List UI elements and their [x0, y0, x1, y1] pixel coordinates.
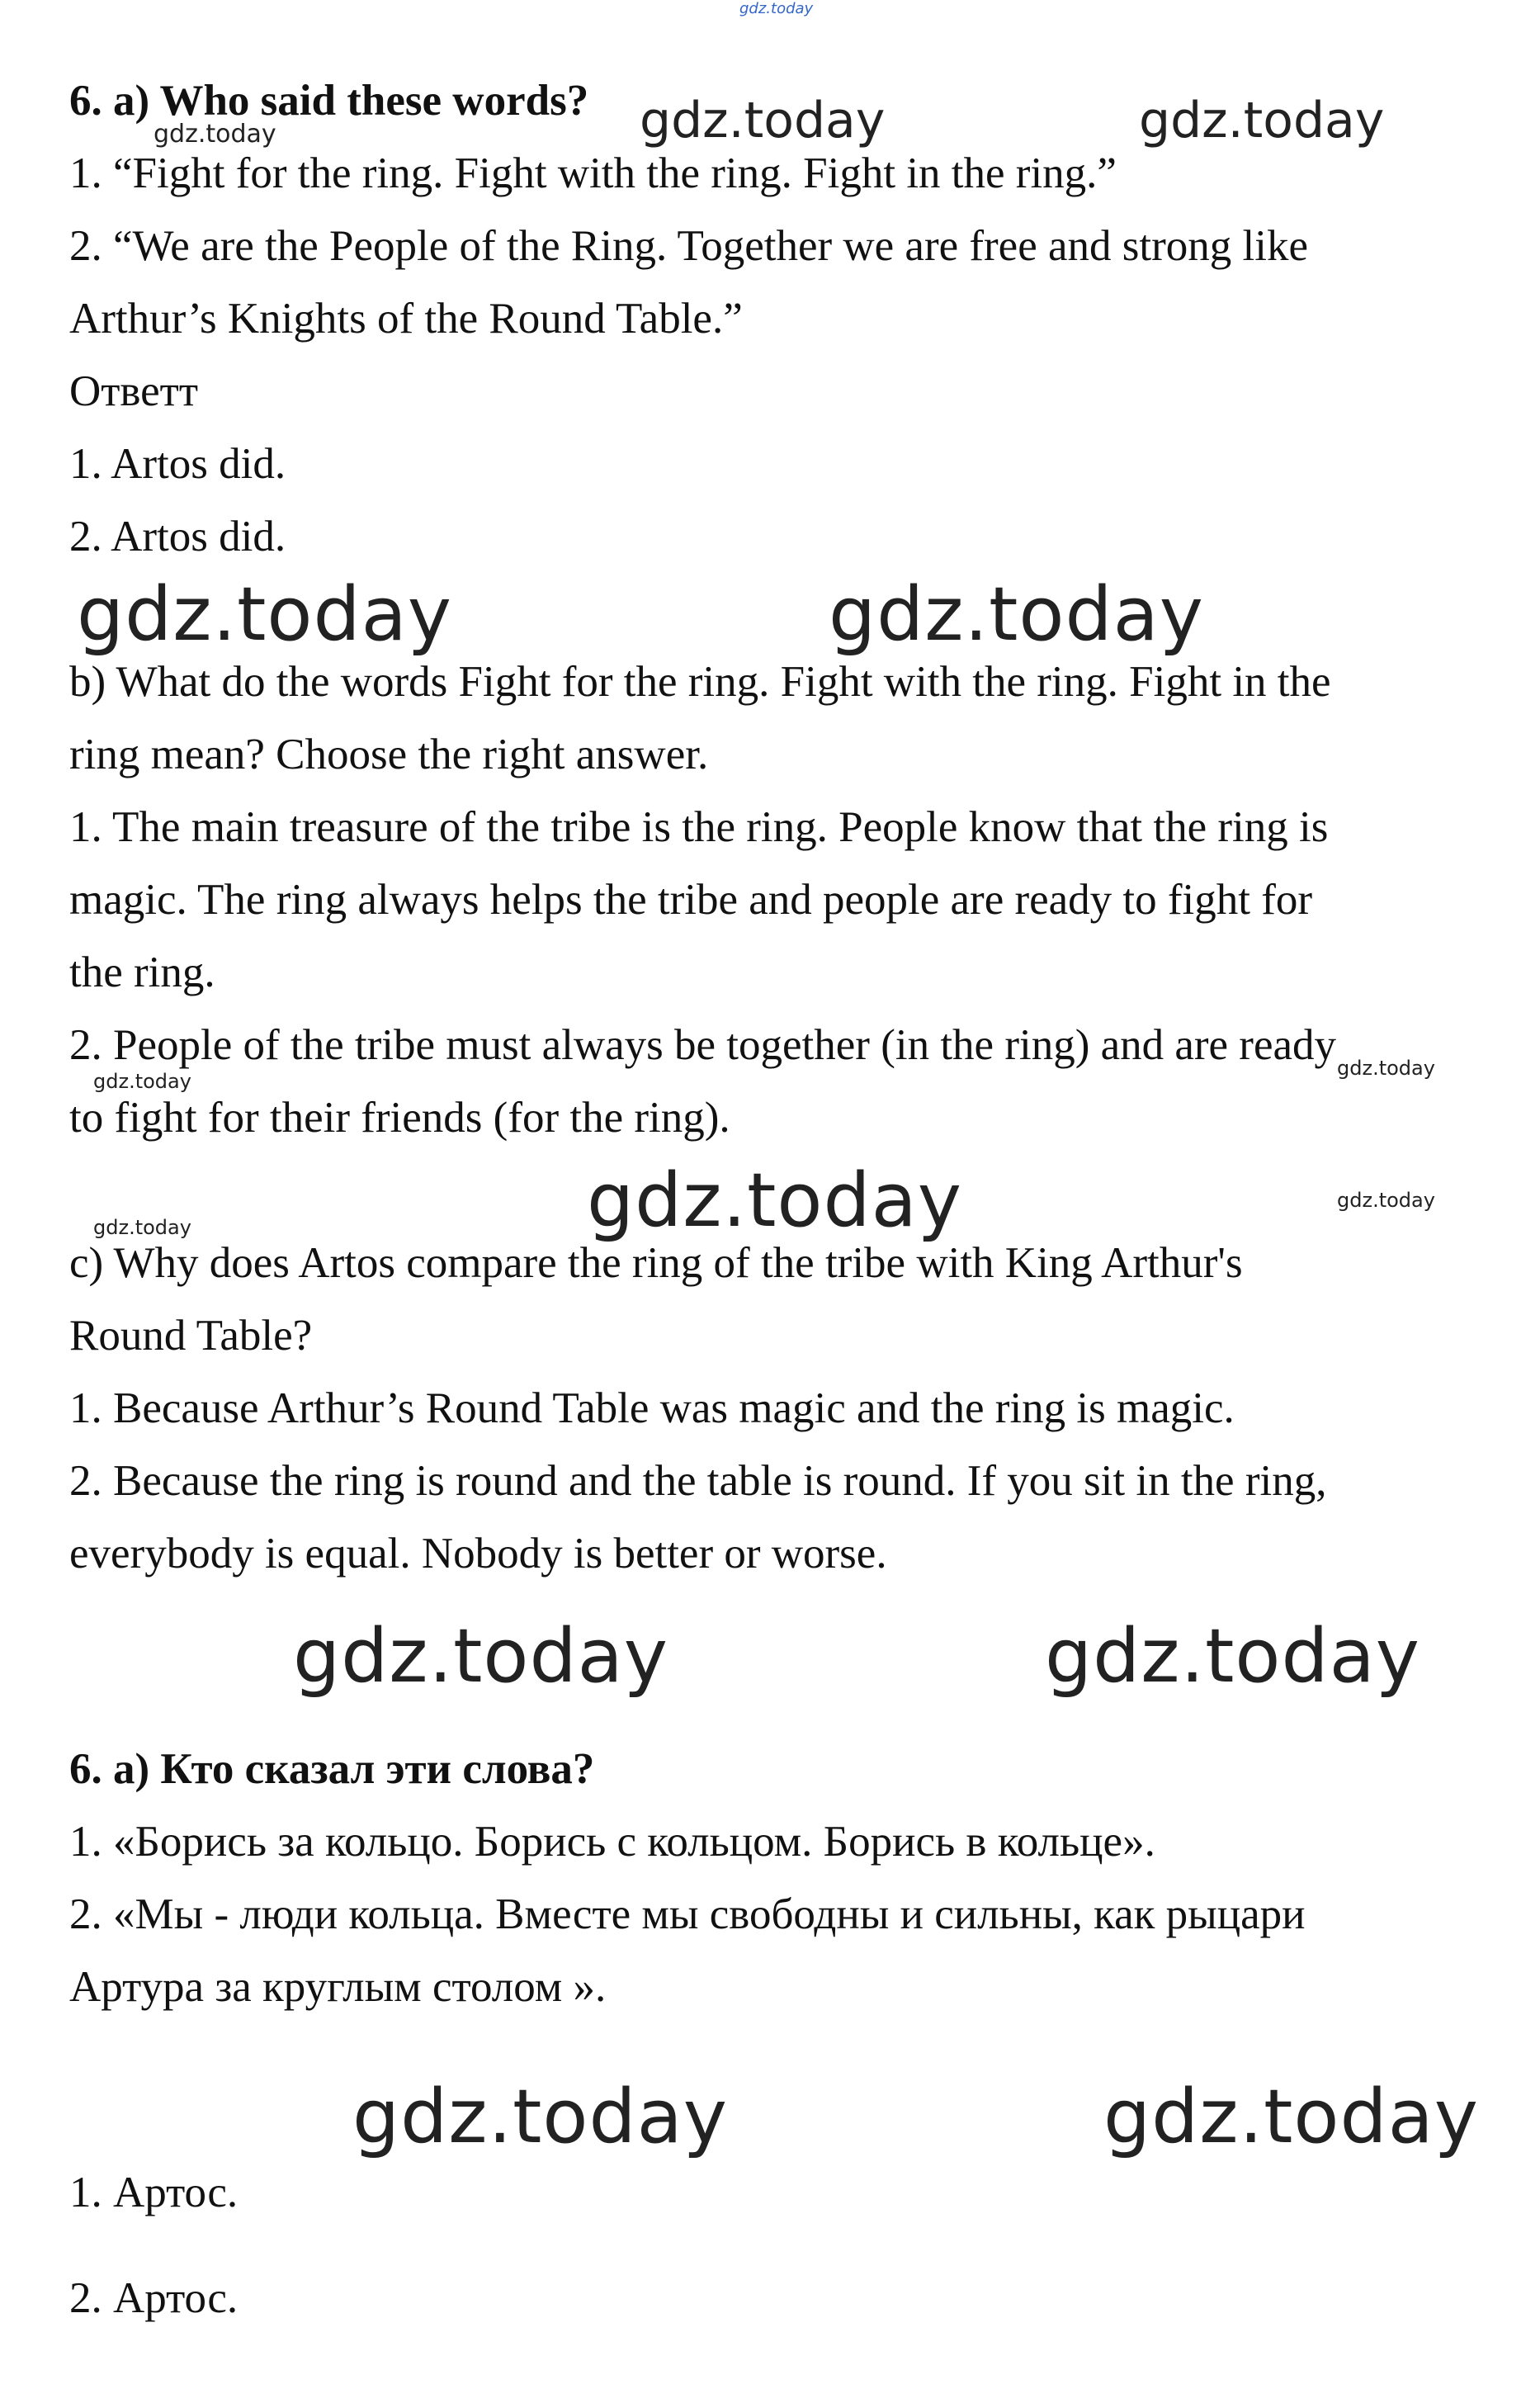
part-b-question-line-2: ring mean? Choose the right answer.: [69, 731, 709, 778]
watermark: gdz.today: [1337, 1057, 1435, 1080]
section-en-answer-2: 2. Artos did.: [69, 513, 286, 561]
section-en-answer-1: 1. Artos did.: [69, 440, 286, 488]
watermark: gdz.today: [587, 1157, 963, 1244]
watermark: gdz.today: [293, 1613, 669, 1700]
part-c-option-1: 1. Because Arthur’s Round Table was magic and the ring is magic.: [69, 1384, 1235, 1432]
watermark: gdz.today: [640, 92, 886, 149]
section-en-quote-1: 1. “Fight for the ring. Fight with the ring. Fight in the ring.”: [69, 149, 1117, 197]
part-c-option-2-line-2: everybody is equal. Nobody is better or worse.: [69, 1530, 887, 1578]
watermark: gdz.today: [1045, 1613, 1421, 1700]
part-b-option-2-line-1: 2. People of the tribe must always be together (in the ring) and are ready: [69, 1021, 1337, 1069]
section-en-answer-heading: Ответт: [69, 367, 198, 415]
watermark: gdz.today: [154, 120, 276, 149]
part-c-question-line-2: Round Table?: [69, 1312, 313, 1360]
part-b-option-1-line-2: magic. The ring always helps the tribe and people are ready to fight for: [69, 876, 1313, 924]
watermark: gdz.today: [93, 1070, 191, 1093]
part-b-option-1-line-1: 1. The main treasure of the tribe is the ring. People know that the ring is: [69, 803, 1329, 851]
section-ru-title: 6. а) Кто сказал эти слова?: [69, 1745, 595, 1793]
section-en-title: 6. a) Who said these words?: [69, 77, 589, 125]
part-b-question-line-1: b) What do the words Fight for the ring. Fight with the ring. Fight in the: [69, 658, 1331, 706]
watermark: gdz.today: [1139, 92, 1385, 149]
section-ru-answer-2: 2. Артос.: [69, 2274, 239, 2322]
watermark: gdz.today: [93, 1216, 191, 1239]
section-en-quote-2-line-1: 2. “We are the People of the Ring. Together we are free and strong like: [69, 222, 1308, 270]
section-ru-answer-1: 1. Артос.: [69, 2169, 239, 2216]
watermark: gdz.today: [77, 571, 453, 658]
watermark: gdz.today: [1337, 1189, 1435, 1212]
section-ru-quote-2-line-2: Артура за круглым столом ».: [69, 1963, 607, 2011]
watermark: gdz.today: [829, 571, 1205, 658]
watermark: gdz.today: [352, 2074, 729, 2160]
part-b-option-1-line-3: the ring.: [69, 948, 215, 996]
part-c-question-line-1: c) Why does Artos compare the ring of the tribe with King Arthur's: [69, 1239, 1243, 1287]
section-ru-quote-2-line-1: 2. «Мы - люди кольца. Вместе мы свободны и сильны, как рыцари: [69, 1890, 1306, 1938]
watermark-top: gdz.today: [739, 0, 814, 17]
part-c-option-2-line-1: 2. Because the ring is round and the table is round. If you sit in the ring,: [69, 1457, 1327, 1505]
section-ru-quote-1: 1. «Борись за кольцо. Борись с кольцом. Борись в кольце».: [69, 1818, 1155, 1866]
part-b-option-2-line-2: to fight for their friends (for the ring).: [69, 1094, 730, 1142]
section-en-quote-2-line-2: Arthur’s Knights of the Round Table.”: [69, 295, 743, 343]
watermark: gdz.today: [1103, 2074, 1480, 2160]
